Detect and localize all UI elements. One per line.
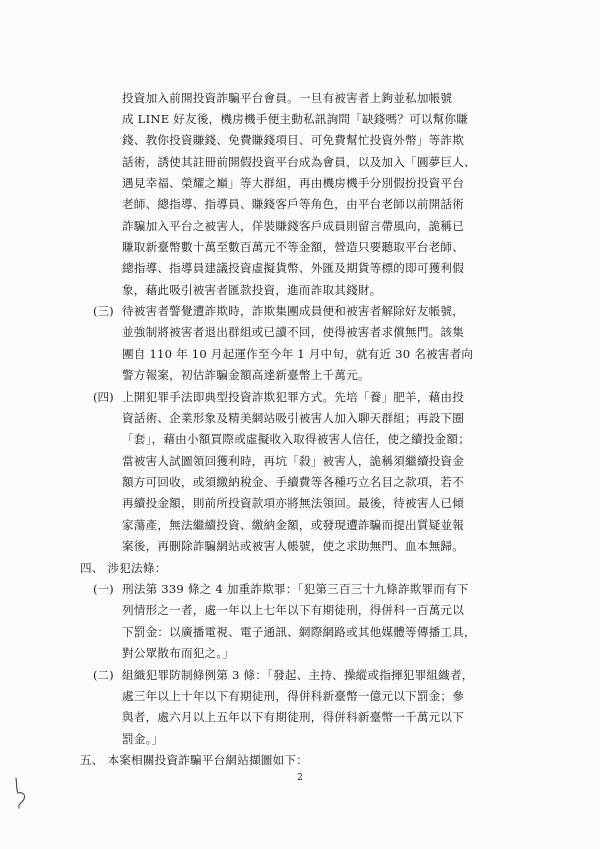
text-line: 象，藉此吸引被害者匯款投資，進而詐取其錢財。 (122, 283, 382, 297)
section-heading-5: 五、 本案相關投資詐騙平台網站擷圖如下： (80, 753, 308, 767)
text-line: 案後，再刪除詐騙網站或被害人帳號，使之求助無門、血本無歸。 (122, 539, 465, 553)
text-line: 成 LINE 好友後，機房機手便主動私訊詢問「缺錢嗎？可以幫你賺 (122, 112, 469, 126)
section-heading-4: 四、 涉犯法條： (80, 561, 167, 575)
page-number: 2 (297, 773, 303, 783)
handwritten-mark (12, 775, 36, 811)
text-line: 上開犯罪手法即典型投資詐欺犯罪方式。先培「養」肥羊，藉由投 (122, 390, 465, 404)
text-line: 組織犯罪防制條例第 3 條：「發起、主持、操縱或指揮犯罪組織者， (122, 668, 474, 682)
text-line: 詐騙加入平台之被害人，佯裝賺錢客戶成員則留言帶風向，詭稱已 (122, 219, 465, 233)
text-line: 總指導、指導員建議投資虛擬貨幣、外匯及期貨等標的即可獲利假 (122, 261, 465, 275)
text-line: 對公眾散布而犯之。」 (122, 646, 235, 660)
text-line: 待被害者警覺遭詐欺時，詐欺集團成員便和被害者解除好友帳號， (122, 304, 465, 318)
text-line: 投資加入前開投資詐騙平台會員。一旦有被害者上鉤並私加帳號 (122, 91, 453, 105)
text-line: 下罰金：以廣播電視、電子通訊、網際網路或其他媒體等傳播工具， (122, 625, 476, 639)
text-line: 與者，處六月以上五年以下有期徒刑，得併科新臺幣一千萬元以下 (122, 710, 465, 724)
text-line: 再續投金額，則前所投資款項亦將無法領回。最後，待被害人已傾 (122, 496, 465, 510)
text-line: 家蕩產，無法繼續投資、繳納金額，或發現遭詐騙而提出質疑並報 (122, 518, 465, 532)
list-marker: (四) (93, 390, 114, 404)
text-line: 遇見幸福、榮耀之巔」等大群組，再由機房機手分別假扮投資平台 (122, 176, 465, 190)
text-line: 刑法第 339 條之 4 加重詐欺罪：「犯第三百三十九條詐欺罪而有下 (122, 582, 469, 596)
list-marker: (三) (93, 304, 114, 318)
text-line: 賺取新臺幣數十萬至數百萬元不等金額，營造只要聽取平台老師、 (122, 240, 465, 254)
text-line: 當被害人試圖領回獲利時，再坑「殺」被害人，詭稱須繼續投資金 (122, 454, 465, 468)
text-line: 團自 110 年 10 月起運作至今年 1 月中旬，就有近 30 名被害者向 (122, 347, 474, 361)
text-line: 老師、總指導、指導員、賺錢客戶等角色，由平台老師以前開話術 (122, 197, 465, 211)
text-line: 錢、教你投資賺錢、免費賺錢項目、可免費幫忙投資外幣」等詐欺 (122, 133, 465, 147)
text-line: 列情形之一者，處一年以上七年以下有期徒刑，得併科一百萬元以 (122, 603, 465, 617)
text-line: 罰金。」 (122, 732, 164, 746)
text-line: 話術，誘使其註冊前開假投資平台成為會員，以及加入「圓夢巨人、 (122, 155, 476, 169)
text-line: 額方可回收，或須繳納稅金、手續費等各種巧立名目之款項，若不 (122, 475, 465, 489)
text-line: 並強制將被害者退出群組或已讀不回，使得被害者求償無門。該集 (122, 325, 465, 339)
text-line: 「套」，藉由小額買際或虛擬收入取得被害人信任，使之續投金額； (122, 432, 471, 446)
text-line: 警方報案，初估詐騙金額高達新臺幣上千萬元。 (122, 368, 370, 382)
list-marker: (一) (93, 582, 114, 596)
list-marker: (二) (93, 668, 114, 682)
text-line: 處三年以上十年以下有期徒刑，得併科新臺幣一億元以下罰金；參 (122, 689, 465, 703)
text-line: 資話術、企業形象及精美網站吸引被害人加入聊天群組；再設下圈 (122, 411, 465, 425)
